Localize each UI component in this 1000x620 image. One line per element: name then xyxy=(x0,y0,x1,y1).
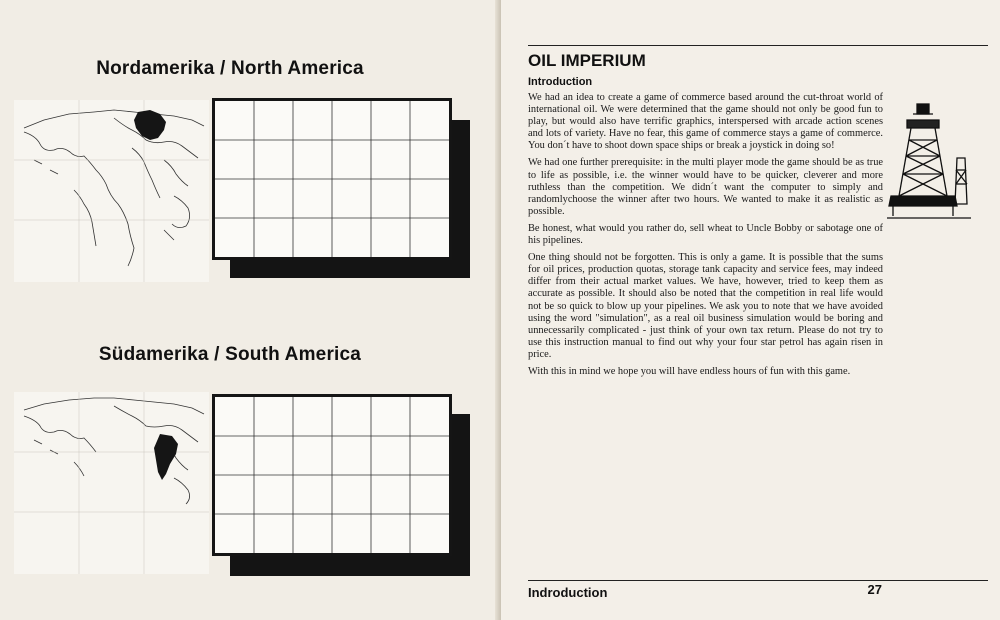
header-rule xyxy=(528,45,988,46)
grid-lines xyxy=(215,397,449,553)
left-page xyxy=(0,0,499,620)
footer-rule xyxy=(528,580,988,581)
paragraph: Be honest, what would you rather do, sell wheat to Uncle Bobby or sabotage one of his pipelines. xyxy=(528,222,883,247)
footer-title: Indroduction xyxy=(528,585,608,600)
blank-grid-south-america xyxy=(212,394,452,556)
section-subheading: Introduction xyxy=(528,76,593,88)
world-map-south-america xyxy=(14,392,209,574)
paragraph: We had an idea to create a game of commerce based around the cut-throat world of international oil. We were determined that the game should not only be good fun to play, but would also have terrific graphics, interspersed with arcade action scenes and lots of variety. Have no fear, this game of commerce stays a game of commerce. You don´t have to shoot down space ships or break a joystick in doing so! xyxy=(528,92,883,152)
world-map-north-america xyxy=(14,100,209,282)
paragraph: With this in mind we hope you will have endless hours of fun with this game. xyxy=(528,365,851,377)
south-america-shape xyxy=(154,434,178,480)
blank-grid-north-america xyxy=(212,98,452,260)
section-title-south-america: Südamerika / South America xyxy=(98,344,362,365)
world-map-icon xyxy=(14,392,209,574)
page-number: 27 xyxy=(867,582,882,597)
grid-lines xyxy=(215,101,449,257)
paragraph: One thing should not be forgotten. This is only a game. It is possible that the sums for oil prices, production quotas, storage tank capacity and service fees, may indeed differ from their actual market values. We have, however, tried to keep them as accurate as possible. It should also be noted that the competition in real life would not be so quick to blow up your pipelines. We ask you to note that we have avoided using the word "simulation", as a real oil business simulation would be boring and unnecessarily complicated - just think of your own tax return. Please do not try to use this instruction manual to find out why your four star petrol has again risen in price. xyxy=(528,252,883,360)
body-text xyxy=(528,92,883,383)
page-heading: OIL IMPERIUM xyxy=(528,51,646,70)
world-map-icon xyxy=(14,100,209,282)
oil-derrick-icon xyxy=(887,100,973,227)
paragraph: We had one further prerequisite: in the multi player mode the game should be as true to life as possible, i.e. the winner would have to be quicker, cleverer and more ruthless than the competition. We didn´t want the computer to simply and randomlychoose the winner after two hours. We wanted to make it as realistic as possible. xyxy=(528,157,883,217)
section-title-north-america: Nordamerika / North America xyxy=(96,58,364,79)
